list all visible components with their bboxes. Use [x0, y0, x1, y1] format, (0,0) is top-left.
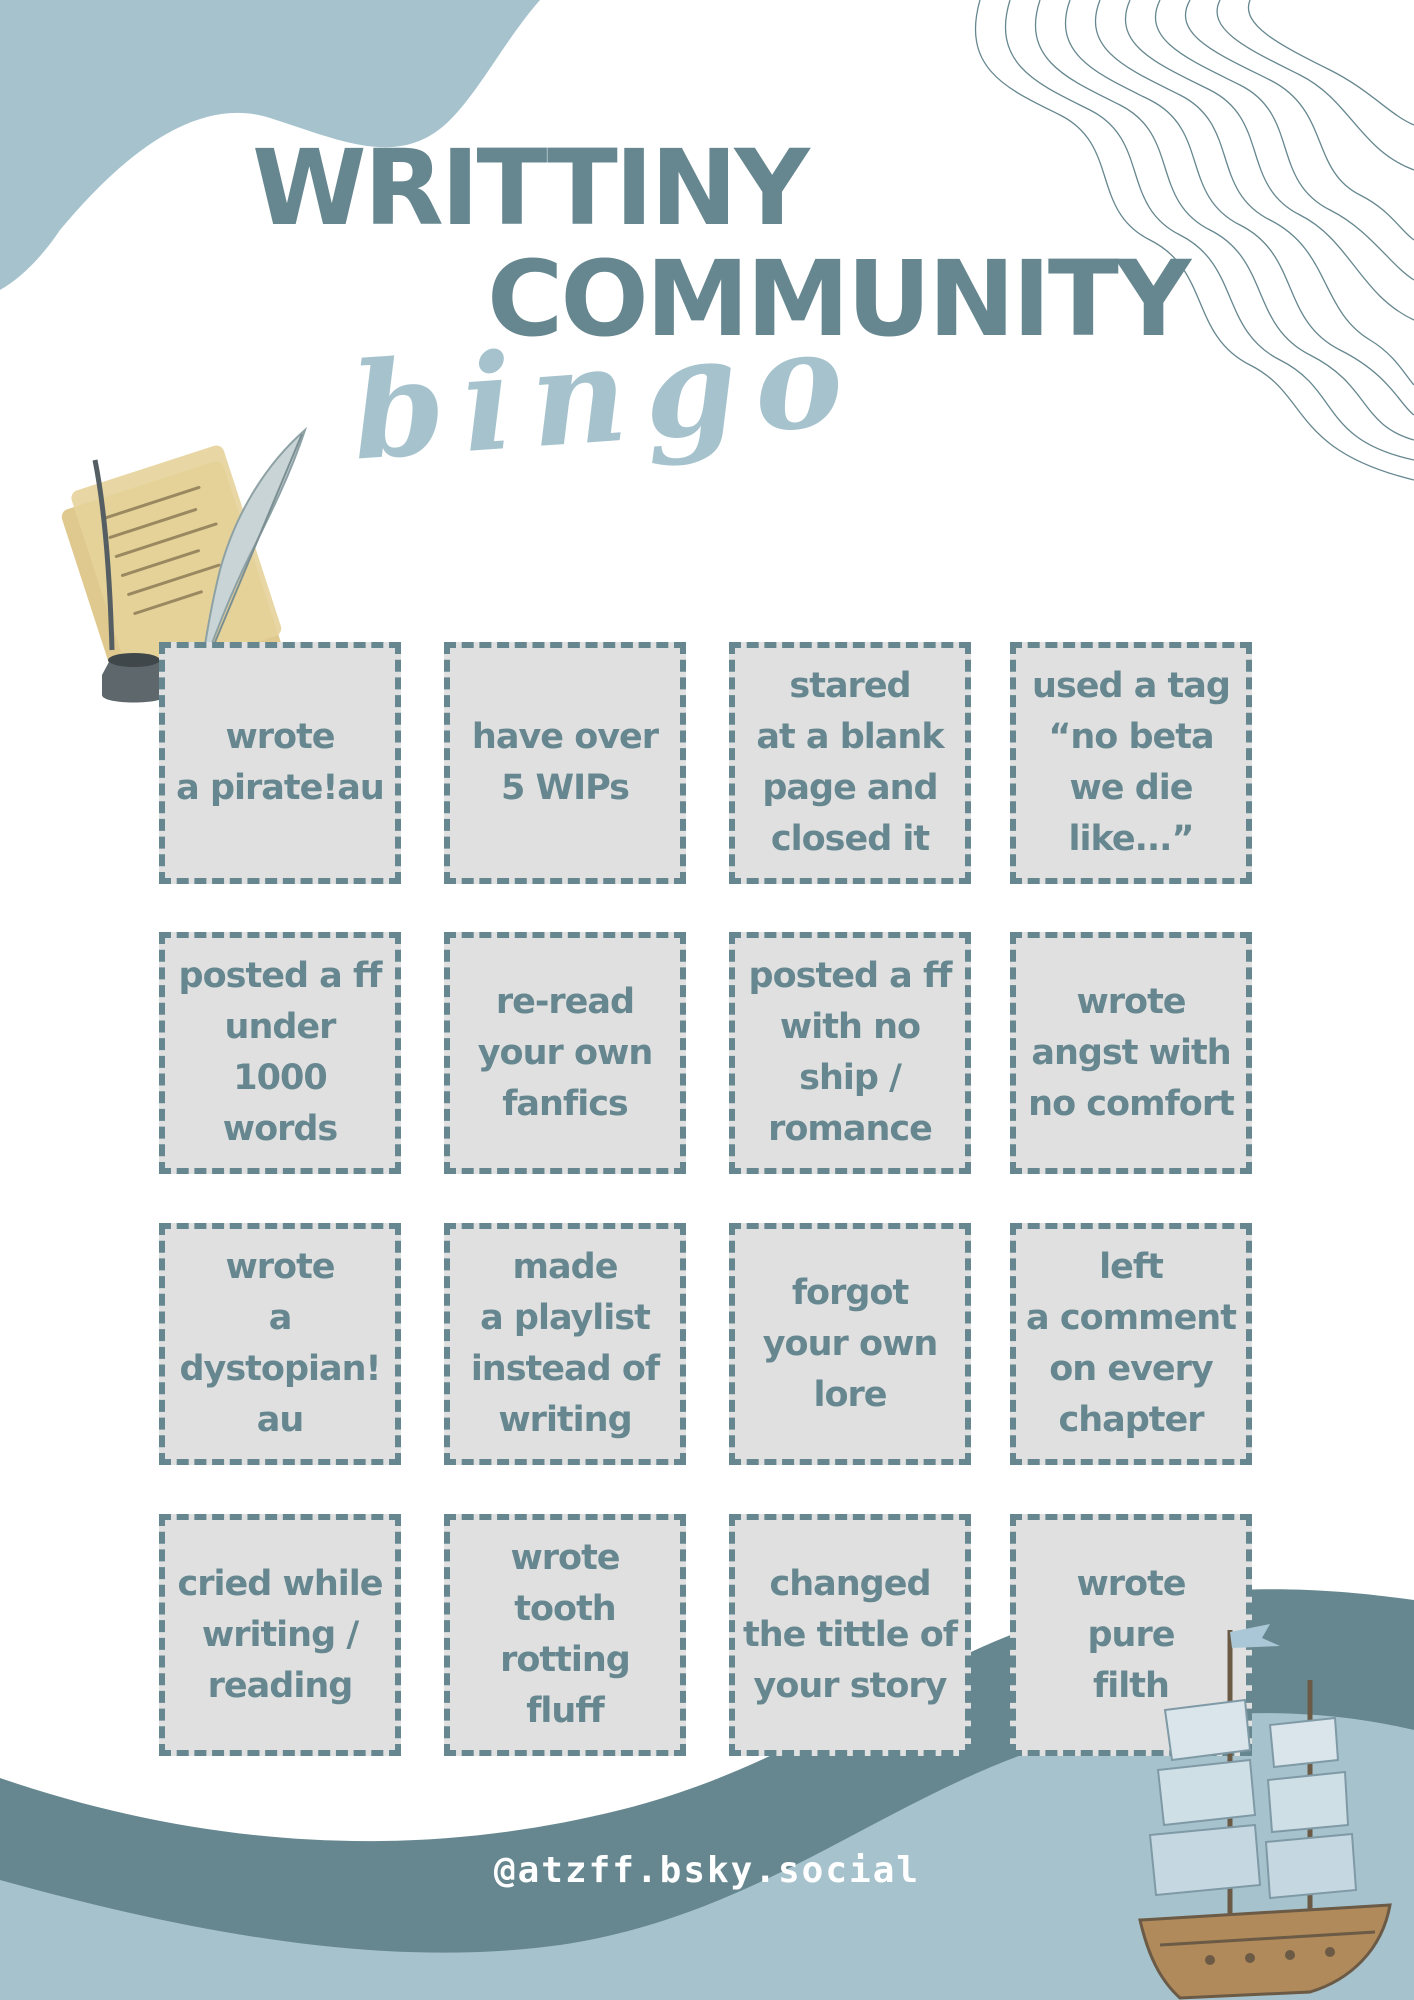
bingo-cell-text: forgot your own lore — [762, 1272, 938, 1415]
bingo-cell-text: posted a ff with no ship / romance — [748, 956, 952, 1149]
bingo-cell-text: stared at a blank page and closed it — [756, 666, 944, 859]
bingo-cell-text: wrote angst with no comfort — [1028, 981, 1234, 1124]
bingo-cell-text: changed the tittle of your story — [743, 1563, 957, 1706]
bingo-cell[interactable] — [159, 1514, 401, 1756]
sailing-ship-illustration — [1120, 1620, 1414, 2000]
bingo-cell[interactable] — [444, 642, 686, 884]
bingo-cell[interactable] — [444, 932, 686, 1174]
bingo-cell[interactable] — [159, 932, 401, 1174]
bingo-cell-text: cried while writing / reading — [177, 1563, 383, 1706]
bingo-cell[interactable] — [159, 642, 401, 884]
bingo-cell-text: used a tag “no beta we die like...” — [1032, 666, 1230, 859]
bingo-cell[interactable] — [729, 642, 971, 884]
bingo-cell[interactable] — [444, 1514, 686, 1756]
subtitle-script: bingo — [347, 300, 866, 491]
bingo-cell-text: made a playlist instead of writing — [470, 1247, 660, 1440]
bingo-cell[interactable] — [729, 932, 971, 1174]
bingo-cell[interactable] — [1010, 932, 1252, 1174]
bingo-cell-text: re-read your own fanfics — [477, 981, 653, 1124]
bingo-cell[interactable] — [729, 1514, 971, 1756]
bingo-cell-text: wrote pure filth — [1076, 1563, 1186, 1706]
social-handle: @atzff.bsky.social — [493, 1850, 921, 1891]
bingo-cell[interactable] — [1010, 642, 1252, 884]
bingo-cell[interactable] — [444, 1223, 686, 1465]
bingo-cell-text: wrote tooth rotting fluff — [500, 1538, 630, 1731]
bingo-cell-text: wrote a dystopian! au — [179, 1247, 381, 1440]
title-line-2: COMMUNITY — [487, 238, 1189, 360]
bingo-cell-text: wrote a pirate!au — [176, 717, 384, 808]
bingo-cell-text: have over 5 WIPs — [471, 717, 659, 808]
bingo-cell[interactable] — [159, 1223, 401, 1465]
bingo-cell-text: left a comment on every chapter — [1026, 1247, 1236, 1440]
bingo-cell-text: posted a ff under 1000 words — [178, 956, 382, 1149]
bingo-cell[interactable] — [1010, 1223, 1252, 1465]
title-line-1: WRITTINY — [252, 127, 807, 249]
bingo-cell[interactable] — [729, 1223, 971, 1465]
